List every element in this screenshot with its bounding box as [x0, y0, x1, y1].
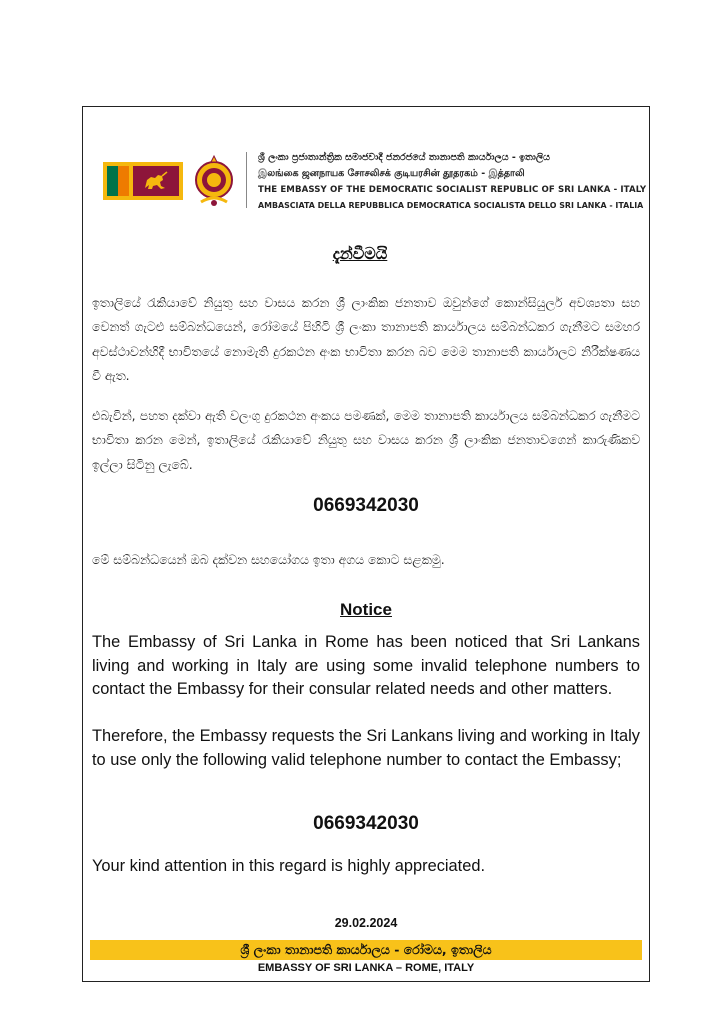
- sinhala-paragraph-2: එබැවින්, පහත දක්වා ඇති වලංගු දුරකථන අංකය පමණක්, මෙම තානාපති කාර්යාලය සම්බන්ධකර ගැනීමට භාවිතා කරන මෙන්, ඉතාලියේ රැකියාවේ නියුතු සහ වාසය කරන ශ්‍රී ලාංකික ජනතාවගෙන් කාරුණිකව ඉල්ලා සිටිනු ලැබේ.: [92, 408, 640, 472]
- lion-icon: [141, 170, 171, 192]
- sinhala-phone-number: 0669342030: [313, 495, 419, 516]
- header-english-line: THE EMBASSY OF THE DEMOCRATIC SOCIALIST REPUBLIC OF SRI LANKA - ITALY: [258, 185, 647, 195]
- english-paragraph-3: Your kind attention in this regard is highly appreciated.: [92, 857, 486, 875]
- flag-green-stripe: [107, 166, 118, 196]
- national-emblem-icon: [193, 152, 235, 208]
- sri-lanka-flag-icon: [103, 162, 183, 200]
- english-phone-number: 0669342030: [313, 813, 419, 834]
- footer-english: EMBASSY OF SRI LANKA – ROME, ITALY: [257, 962, 475, 974]
- header-divider: [246, 152, 247, 208]
- footer-sinhala-bar: ශ්‍රී ලංකා තානාපති කාර්යාලය - රෝමය, ඉතාලිය: [90, 940, 642, 960]
- header-sinhala-line: ශ්‍රී ලංකා ප්‍රජාතාන්ත්‍රික සමාජවාදී ජනරජයේ තානාපති කාර්යාලය - ඉතාලිය: [258, 152, 550, 163]
- header-italian-line: AMBASCIATA DELLA REPUBBLICA DEMOCRATICA SOCIALISTA DELLO SRI LANKA - ITALIA: [258, 201, 644, 210]
- english-title: Notice: [340, 600, 392, 619]
- english-paragraph-1: The Embassy of Sri Lanka in Rome has been noticed that Sri Lankans living and working in Italy are using some invalid telephone numbers to contact the Embassy for their consular related needs and other matters.: [92, 633, 640, 698]
- sinhala-title: දැන්වීමයි: [332, 244, 388, 263]
- document-border: [82, 106, 650, 982]
- sinhala-paragraph-1: ඉතාලියේ රැකියාවේ නියුතු සහ වාසය කරන ශ්‍රී ලාංකික ජනතාව ඔවුන්ගේ කොන්සියුලර් අවශ්‍යතා සහ වෙනත් ගැටළු සම්බන්ධයෙන්, රෝමයේ පිහිටි ශ්‍රී ලංකා තානාපති කාර්යාලය සම්බන්ධකර ගැනීමට සමහර අවස්ථාවන්හිදී භාවිතයේ නොමැති දුරකථන අංක භාවිතා කරන බව මෙම තානාපති කාර්යාලට නිරීක්ෂණය වී ඇත.: [92, 295, 640, 383]
- flag-orange-stripe: [118, 166, 129, 196]
- header-tamil-line: இலங்கை ஜனநாயக சோசலிசக் குடியரசின் தூதரகம் - இத்தாலி: [258, 168, 525, 179]
- document-date: 29.02.2024: [334, 916, 398, 930]
- sinhala-paragraph-3: මේ සම්බන්ධයෙන් ඔබ දක්වන සහයෝගය ඉතා අගය කොට සළකමු.: [92, 552, 445, 567]
- english-paragraph-2: Therefore, the Embassy requests the Sri Lankans living and working in Italy to use only the following valid telephone number to contact the Embassy;: [92, 727, 640, 769]
